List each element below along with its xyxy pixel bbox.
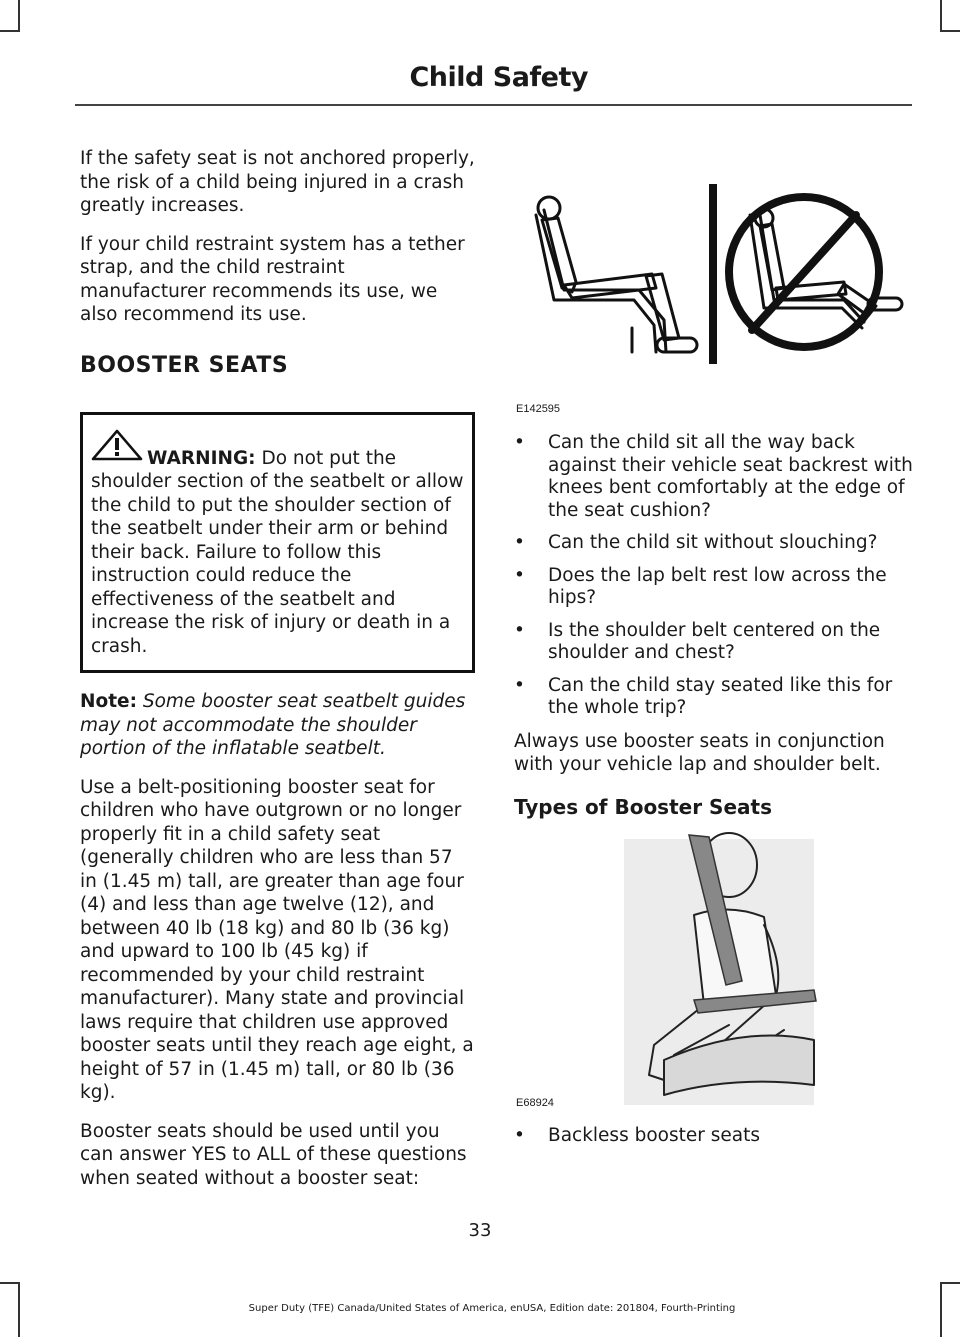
crop-mark (940, 0, 942, 32)
header-divider (75, 104, 912, 106)
figure-backless-booster (514, 825, 914, 1115)
figure-label: E142595 (516, 403, 561, 415)
footer-edition-info: Super Duty (TFE) Canada/United States of America, enUSA, Edition date: 201804, Fourth-Printing (248, 1303, 736, 1314)
seat-position-illustration (514, 170, 914, 420)
crop-mark (0, 1282, 20, 1284)
crop-mark (18, 0, 20, 32)
crop-mark (0, 30, 20, 32)
warning-text-first: Do not put the (261, 447, 397, 469)
page-number: 33 (468, 1220, 492, 1241)
warning-label: WARNING: (147, 447, 256, 469)
list-item: • Is the shoulder belt centered on the shoulder and chest? (514, 619, 881, 663)
list-item: • Can the child sit all the way back against their vehicle seat backrest with knees bent comfortably at the edge of the seat cushion? (514, 432, 913, 521)
note-text: Some booster seat seatbelt guides may not accommodate the shoulder portion of the inflatable seatbelt. (80, 691, 466, 759)
list-item: • Can the child stay seated like this for the whole trip? (514, 674, 893, 718)
page-title: Child Safety (409, 62, 588, 93)
paragraph-booster-questions-intro: Booster seats should be used until you can answer YES to ALL of these questions when seated without a booster seat: (80, 1120, 467, 1189)
figure-label: E68924 (516, 1096, 554, 1109)
paragraph-booster-requirements: Use a belt-positioning booster seat for children who have outgrown or no longer properly fit in a child safety seat (generally children who are less than 57 in (1.45 m) tall, are greater than age four (4) and less than age twelve (12), and between 40 lb (18 kg) and 80 lb (36 kg) and upward to 100 lb (45 kg) if recommended by your child restraint manufacturer). Many state and provincial laws require that children use approved booster seats until they reach age eight, a height of 57 in (1.45 m) tall, or 80 lb (36 kg). (80, 776, 474, 1103)
crop-mark (940, 1282, 960, 1284)
booster-questions-list (514, 432, 914, 720)
list-item: • Does the lap belt rest low across the hips? (514, 564, 887, 608)
booster-types-list (514, 1125, 914, 1148)
left-column (80, 147, 475, 1205)
note-label: Note: (80, 691, 137, 712)
list-item: • Backless booster seats (514, 1124, 760, 1146)
figure-seat-position (514, 170, 914, 420)
divider-bar (709, 184, 717, 364)
paragraph-booster-with-belt: Always use booster seats in conjunction with your vehicle lap and shoulder belt. (514, 730, 885, 775)
warning-text: shoulder section of the seatbelt or allow the child to put the shoulder section of the seatbelt under their arm or behind their back. Failure to follow this instruction could reduce the effectiveness of the seatbelt and increase the risk of injury or death in a crash. (91, 471, 464, 657)
warning-first-line (147, 447, 464, 471)
list-item: • Can the child sit without slouching? (514, 532, 878, 553)
backless-booster-illustration (514, 825, 914, 1115)
section-heading-types-of-booster-seats: Types of Booster Seats (514, 794, 772, 819)
section-heading-booster-seats: BOOSTER SEATS (80, 352, 289, 378)
warning-box (80, 412, 475, 674)
crop-mark (940, 30, 960, 32)
note (80, 690, 475, 761)
right-column (514, 170, 914, 1157)
paragraph-anchor-risk: If the safety seat is not anchored properly, the risk of a child being injured in a crash greatly increases. (80, 148, 475, 216)
paragraph-tether-strap: If your child restraint system has a tether strap, and the child restraint manufacturer recommends its use, we also recommend its use. (80, 233, 465, 325)
warning-triangle-icon (91, 429, 143, 461)
